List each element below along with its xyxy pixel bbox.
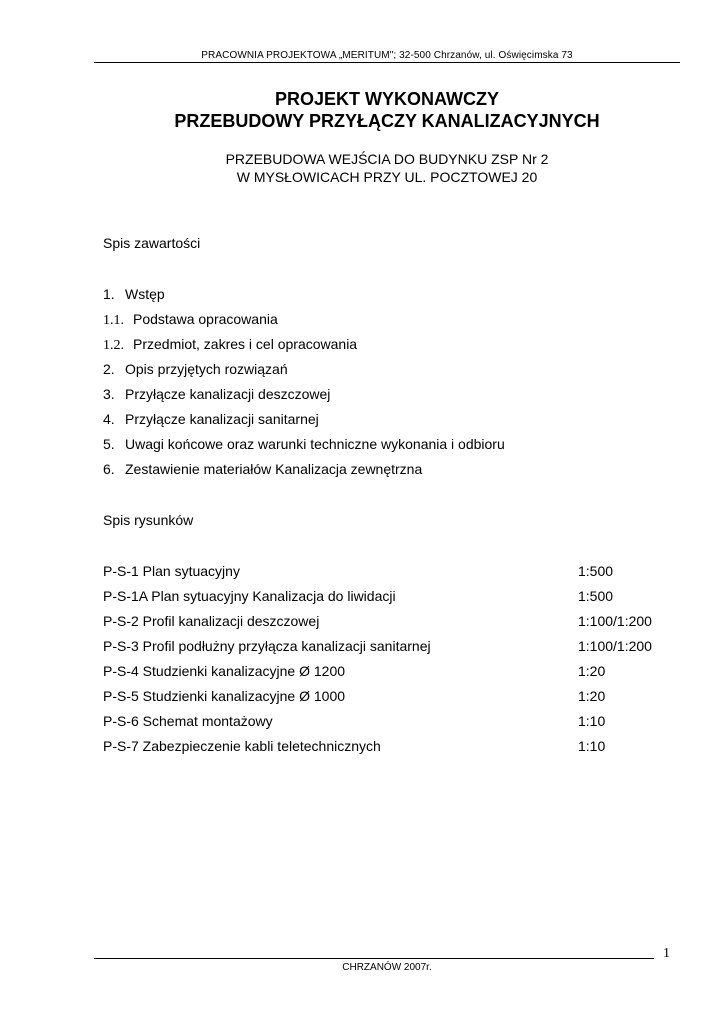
toc-item	[103, 410, 319, 428]
toc-item	[103, 385, 330, 403]
drawing-name: P-S-5 Studzienki kanalizacyjne Ø 1000	[103, 688, 346, 704]
toc-item-label: Uwagi końcowe oraz warunki techniczne wykonania i odbioru	[125, 436, 505, 452]
toc-item	[103, 360, 288, 378]
toc-item-label: Przyłącze kanalizacji sanitarnej	[125, 411, 319, 427]
toc-item	[103, 310, 278, 330]
toc-item-label: Przedmiot, zakres i cel opracowania	[133, 336, 358, 352]
toc-item-number: 1.1.	[103, 313, 124, 328]
header-rule	[94, 62, 680, 63]
drawing-scale: 1:20	[578, 663, 606, 679]
drawing-scale: 1:100/1:200	[578, 613, 652, 629]
drawing-scale: 1:500	[578, 563, 614, 579]
contents-heading: Spis zawartości	[103, 235, 201, 251]
toc-item	[103, 435, 505, 453]
page-footer: CHRZANÓW 2007r.	[342, 962, 432, 973]
drawing-scale: 1:500	[578, 588, 614, 604]
toc-item-label: Opis przyjętych rozwiązań	[125, 361, 288, 377]
drawing-scale: 1:100/1:200	[578, 638, 652, 654]
toc-item-label: Przyłącze kanalizacji deszczowej	[125, 386, 331, 402]
drawing-name: P-S-1A Plan sytuacyjny Kanalizacja do liwidacji	[103, 588, 396, 604]
toc-item-number: 5.	[103, 436, 115, 452]
toc-item-number: 3.	[103, 386, 115, 402]
toc-item-number: 6.	[103, 461, 115, 477]
toc-item	[103, 460, 422, 478]
drawing-name: P-S-4 Studzienki kanalizacyjne Ø 1200	[103, 663, 346, 679]
drawing-scale: 1:20	[578, 688, 606, 704]
drawing-name: P-S-3 Profil podłużny przyłącza kanalizacji sanitarnej	[103, 638, 431, 654]
toc-item-number: 1.2.	[103, 338, 124, 353]
drawings-heading: Spis rysunków	[103, 512, 194, 528]
document-title-line-1: PROJEKT WYKONAWCZY	[274, 89, 499, 109]
drawing-scale: 1:10	[578, 738, 606, 754]
drawing-name: P-S-6 Schemat montażowy	[103, 713, 273, 729]
document-title-line-2: PRZEBUDOWY PRZYŁĄCZY KANALIZACYJNYCH	[174, 111, 600, 131]
drawing-name: P-S-1 Plan sytuacyjny	[103, 563, 240, 579]
toc-item	[103, 285, 165, 303]
toc-item-number: 1.	[103, 286, 115, 302]
page-header: PRACOWNIA PROJEKTOWA „MERITUM"; 32-500 Chrzanów, ul. Oświęcimska 73	[201, 50, 573, 61]
toc-item	[103, 335, 357, 355]
drawing-name: P-S-2 Profil kanalizacji deszczowej	[103, 613, 320, 629]
drawing-name: P-S-7 Zabezpieczenie kabli teletechnicznych	[103, 738, 381, 754]
document-subtitle-line-1: PRZEBUDOWA WEJŚCIA DO BUDYNKU ZSP Nr 2	[225, 151, 549, 167]
page-number: 1	[663, 946, 670, 961]
footer-rule	[94, 958, 654, 959]
toc-item-number: 4.	[103, 411, 115, 427]
drawing-scale: 1:10	[578, 713, 606, 729]
toc-item-label: Wstęp	[125, 286, 165, 302]
toc-item-label: Zestawienie materiałów Kanalizacja zewnętrzna	[125, 461, 423, 477]
document-subtitle-line-2: W MYSŁOWICACH PRZY UL. POCZTOWEJ 20	[236, 169, 538, 185]
toc-item-label: Podstawa opracowania	[133, 311, 278, 327]
toc-item-number: 2.	[103, 361, 115, 377]
